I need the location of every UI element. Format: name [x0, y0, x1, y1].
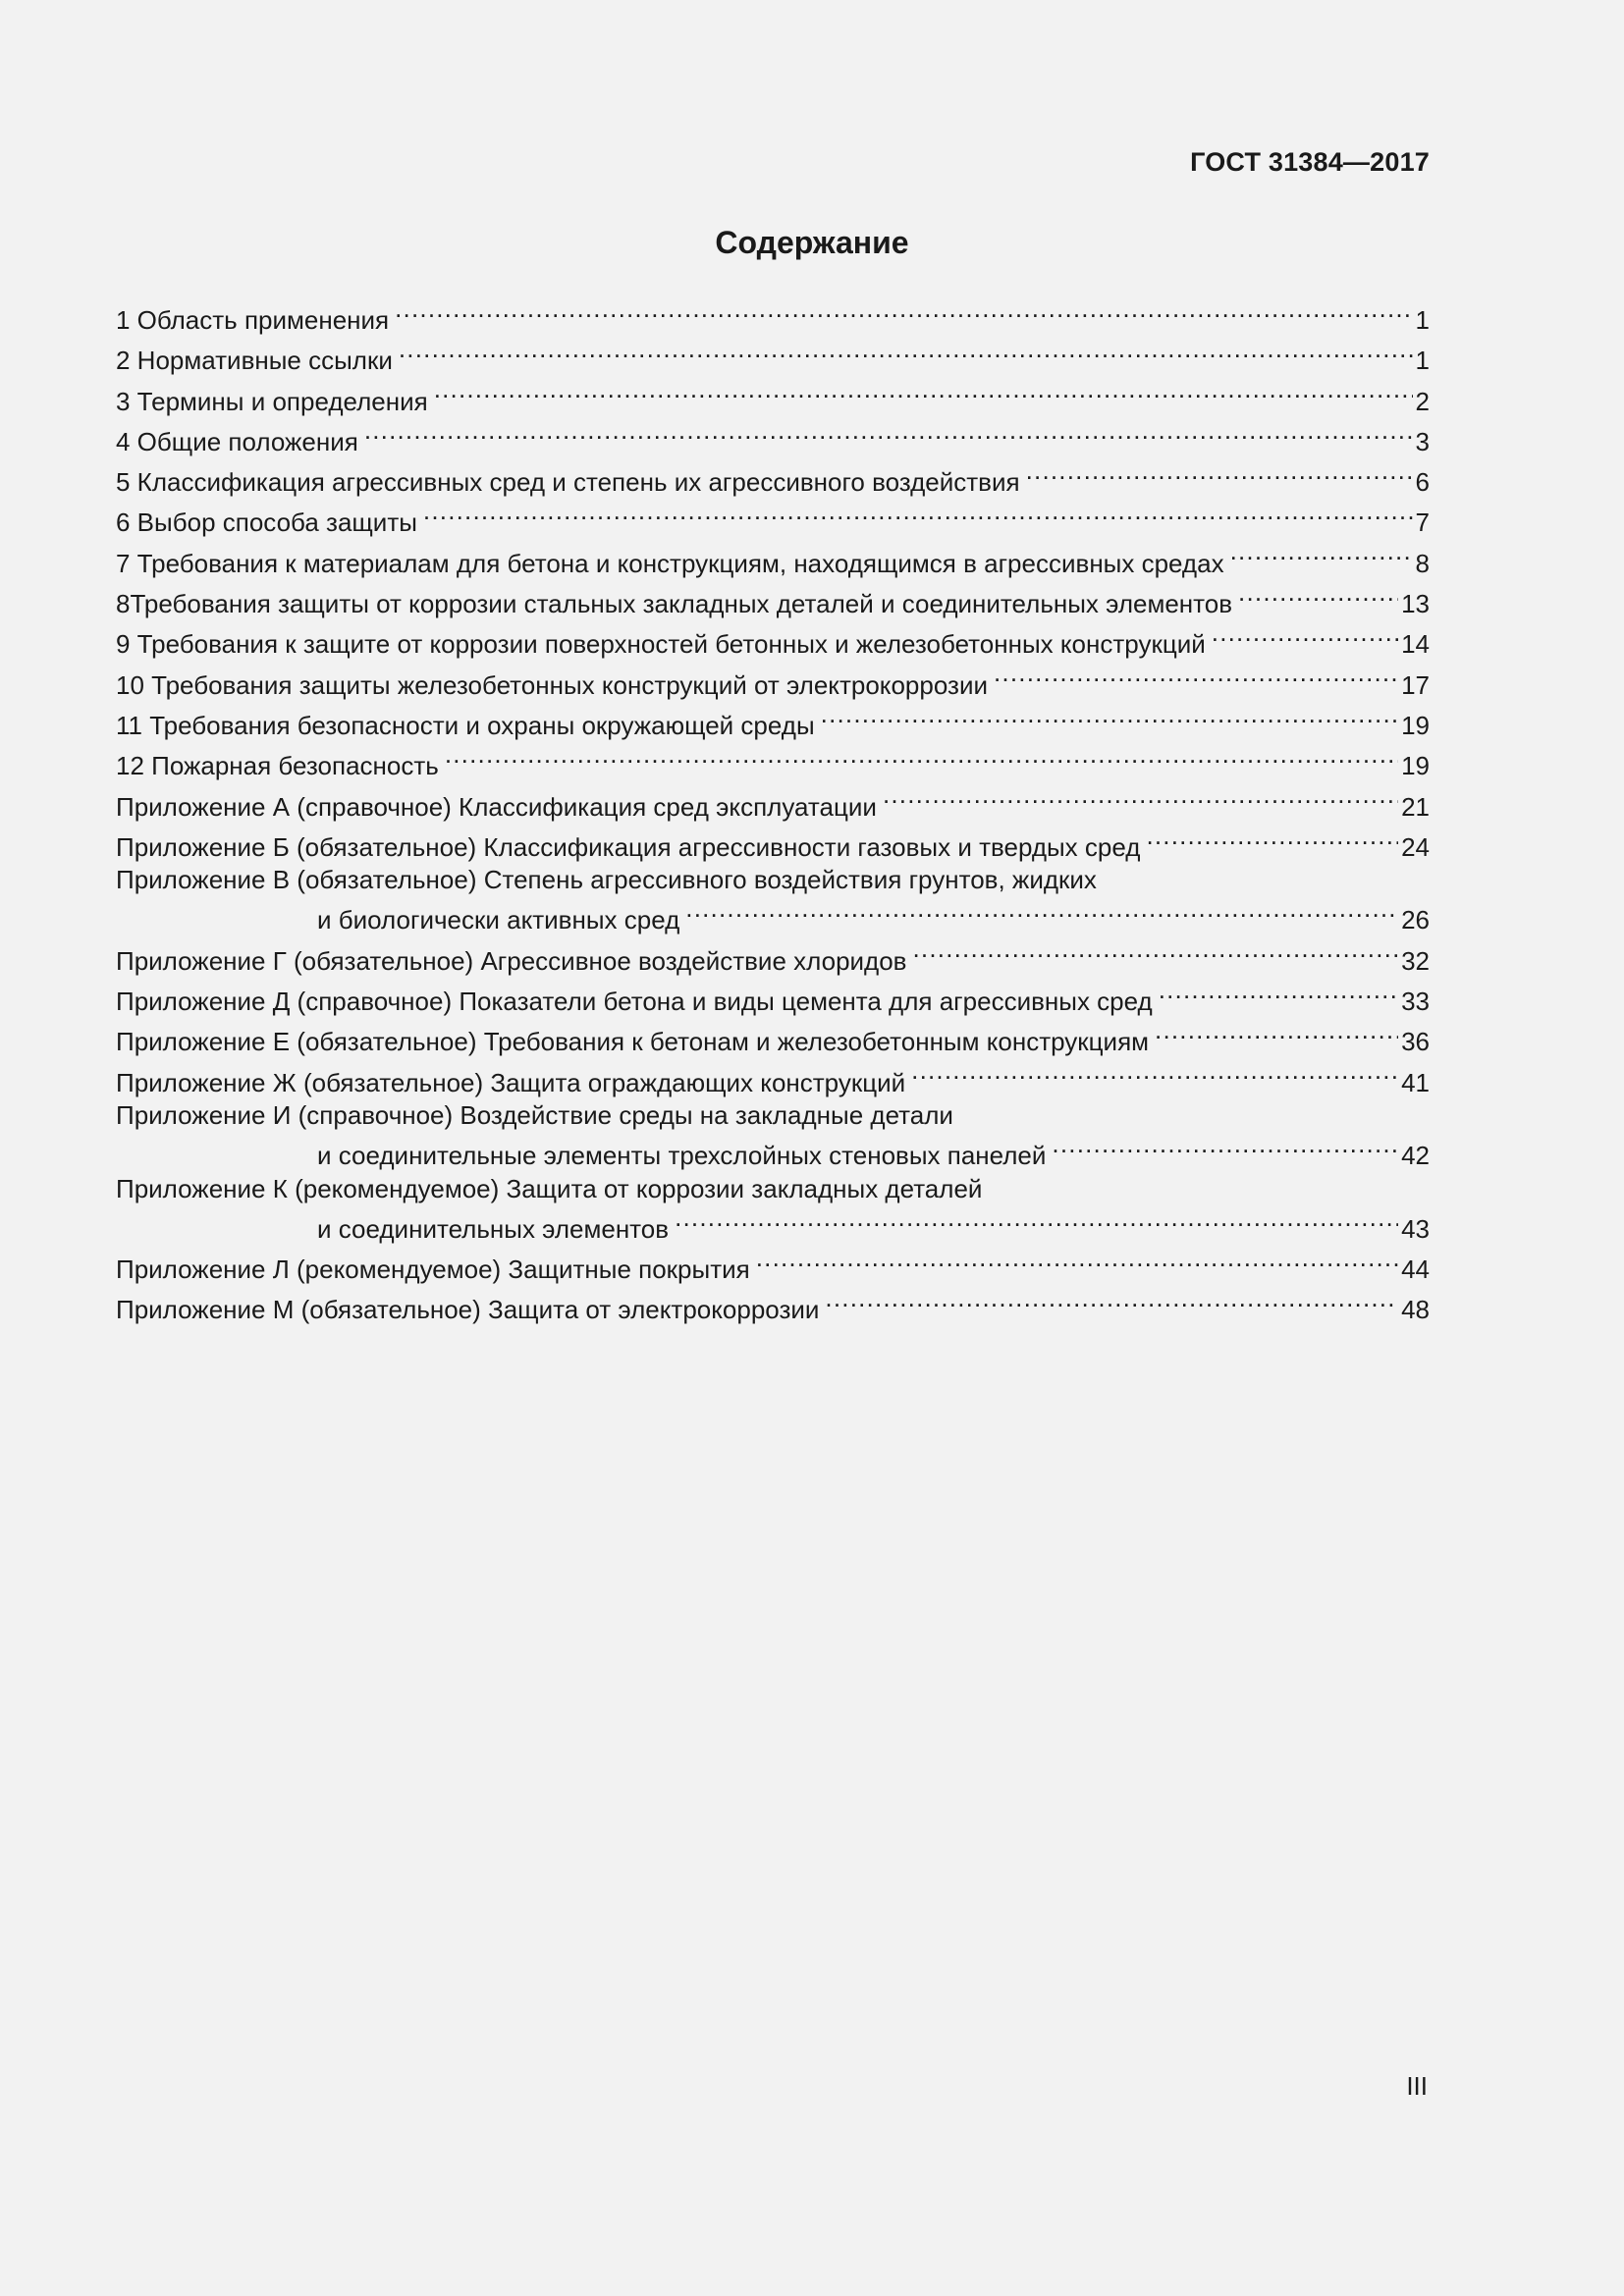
toc-entry[interactable]	[116, 1059, 1430, 1099]
toc-entry-page: 21	[1401, 791, 1430, 822]
toc-entry-title: 5 Классификация агрессивных сред и степень их агрессивного воздействия	[116, 467, 1020, 498]
toc-entry-line	[116, 580, 1430, 620]
toc-entry-page: 8	[1415, 548, 1430, 578]
toc-entry-title: и соединительные элементы трехслойных стеновых панелей	[317, 1141, 1047, 1171]
toc-leader-dots	[1026, 458, 1413, 491]
toc-entry-page: 14	[1401, 629, 1430, 660]
toc-entry-line	[116, 742, 1430, 782]
toc-leader-dots	[399, 337, 1413, 369]
toc-entry[interactable]	[116, 580, 1430, 620]
toc-entry-line	[116, 540, 1430, 580]
toc-entry-title: Приложение К (рекомендуемое) Защита от коррозии закладных деталей	[116, 1173, 983, 1203]
toc-entry-continuation	[116, 1205, 1430, 1246]
toc-leader-dots	[1052, 1132, 1398, 1164]
toc-leader-dots	[434, 378, 1413, 410]
toc-entry-line	[116, 337, 1430, 377]
toc-entry[interactable]	[116, 824, 1430, 864]
toc-leader-dots	[1230, 540, 1413, 572]
toc-entry-line	[116, 662, 1430, 702]
toc-entry[interactable]	[116, 1246, 1430, 1286]
toc-entry-title: Приложение Б (обязательное) Классификация агрессивности газовых и твердых сред	[116, 831, 1141, 862]
toc-entry-line	[116, 378, 1430, 418]
toc-entry-page: 24	[1401, 831, 1430, 862]
toc-entry-title: 7 Требования к материалам для бетона и конструкциям, находящимся в агрессивных средах	[116, 548, 1224, 578]
toc-entry-page: 36	[1401, 1027, 1430, 1057]
toc-entry-title: Приложение И (справочное) Воздействие среды на закладные детали	[116, 1099, 953, 1130]
toc-entry[interactable]	[116, 662, 1430, 702]
toc-entry-line	[116, 499, 1430, 539]
table-of-contents	[116, 296, 1430, 1327]
page-number: III	[1406, 2071, 1428, 2101]
toc-entry[interactable]	[116, 540, 1430, 580]
toc-entry-line	[116, 1099, 1430, 1132]
toc-entry[interactable]	[116, 1286, 1430, 1326]
toc-entry-title: 6 Выбор способа защиты	[116, 507, 417, 538]
toc-entry-title: и соединительных элементов	[317, 1213, 670, 1244]
toc-leader-dots	[423, 499, 1413, 531]
toc-entry-continuation	[116, 896, 1430, 936]
toc-entry[interactable]	[116, 418, 1430, 458]
toc-leader-dots	[883, 783, 1398, 816]
toc-entry-line	[116, 978, 1430, 1018]
toc-entry[interactable]	[116, 783, 1430, 824]
toc-entry[interactable]	[116, 978, 1430, 1018]
toc-entry-page: 33	[1401, 987, 1430, 1017]
toc-entry[interactable]	[116, 937, 1430, 978]
toc-leader-dots	[1212, 620, 1398, 653]
toc-entry-page: 1	[1415, 346, 1430, 376]
toc-entry-title: 8Требования защиты от коррозии стальных закладных деталей и соединительных элементов	[116, 589, 1233, 619]
toc-entry-page: 26	[1401, 905, 1430, 935]
toc-entry-title: 3 Термины и определения	[116, 386, 428, 416]
toc-entry-page: 17	[1401, 669, 1430, 700]
toc-entry-line	[116, 1286, 1430, 1326]
toc-entry[interactable]	[116, 1099, 1430, 1173]
toc-entry[interactable]	[116, 378, 1430, 418]
toc-entry-page: 43	[1401, 1213, 1430, 1244]
toc-entry-page: 19	[1401, 710, 1430, 740]
toc-entry-title: Приложение Ж (обязательное) Защита ограждающих конструкций	[116, 1067, 906, 1097]
toc-leader-dots	[756, 1246, 1398, 1278]
toc-entry-line	[116, 824, 1430, 864]
toc-entry-title: и биологически активных сред	[317, 905, 680, 935]
toc-entry-page: 44	[1401, 1255, 1430, 1285]
toc-entry[interactable]	[116, 1173, 1430, 1247]
toc-entry-line	[116, 296, 1430, 337]
toc-entry[interactable]	[116, 1018, 1430, 1058]
toc-entry-page: 19	[1401, 751, 1430, 781]
toc-entry-line	[116, 620, 1430, 661]
toc-leader-dots	[364, 418, 1413, 451]
toc-entry-continuation	[116, 1132, 1430, 1172]
toc-entry-title: Приложение В (обязательное) Степень агрессивного воздействия грунтов, жидких	[116, 865, 1097, 895]
toc-entry-title: 12 Пожарная безопасность	[116, 751, 439, 781]
toc-entry-line	[116, 458, 1430, 499]
toc-entry[interactable]	[116, 296, 1430, 337]
document-code: ГОСТ 31384—2017	[1190, 147, 1430, 177]
toc-entry-line	[116, 864, 1430, 896]
toc-entry-title: 4 Общие положения	[116, 426, 358, 456]
toc-leader-dots	[1146, 824, 1398, 856]
toc-entry-line	[116, 1059, 1430, 1099]
toc-leader-dots	[1155, 1018, 1398, 1050]
toc-entry-title: Приложение М (обязательное) Защита от электрокоррозии	[116, 1295, 820, 1325]
toc-entry[interactable]	[116, 864, 1430, 937]
toc-entry-page: 3	[1415, 426, 1430, 456]
toc-entry-line	[116, 937, 1430, 978]
toc-leader-dots	[994, 662, 1398, 694]
toc-entry-title: Приложение Л (рекомендуемое) Защитные покрытия	[116, 1255, 750, 1285]
toc-entry-title: Приложение Д (справочное) Показатели бетона и виды цемента для агрессивных сред	[116, 987, 1153, 1017]
toc-entry-title: 1 Область применения	[116, 305, 390, 335]
toc-entry-page: 32	[1401, 945, 1430, 976]
toc-entry-line	[116, 1173, 1430, 1205]
toc-leader-dots	[1159, 978, 1398, 1010]
toc-entry[interactable]	[116, 499, 1430, 539]
toc-entry-page: 48	[1401, 1295, 1430, 1325]
toc-entry-line	[116, 418, 1430, 458]
toc-entry[interactable]	[116, 742, 1430, 782]
toc-entry-title: Приложение Е (обязательное) Требования к бетонам и железобетонным конструкциям	[116, 1027, 1150, 1057]
toc-entry-page: 2	[1415, 386, 1430, 416]
toc-entry-page: 6	[1415, 467, 1430, 498]
toc-entry[interactable]	[116, 458, 1430, 499]
toc-entry[interactable]	[116, 620, 1430, 661]
toc-leader-dots	[675, 1205, 1398, 1238]
toc-leader-dots	[395, 296, 1412, 329]
toc-entry-page: 7	[1415, 507, 1430, 538]
toc-leader-dots	[911, 1059, 1398, 1092]
toc-entry-title: 2 Нормативные ссылки	[116, 346, 393, 376]
toc-entry-page: 13	[1401, 589, 1430, 619]
toc-leader-dots	[445, 742, 1398, 774]
toc-entry-page: 41	[1401, 1067, 1430, 1097]
toc-entry[interactable]	[116, 337, 1430, 377]
toc-leader-dots	[821, 702, 1398, 734]
toc-leader-dots	[913, 937, 1399, 970]
toc-entry-title: 11 Требования безопасности и охраны окружающей среды	[116, 710, 815, 740]
toc-entry-page: 42	[1401, 1141, 1430, 1171]
toc-title: Содержание	[715, 225, 909, 260]
toc-entry-line	[116, 783, 1430, 824]
toc-entry-title: 10 Требования защиты железобетонных конструкций от электрокоррозии	[116, 669, 988, 700]
toc-leader-dots	[685, 896, 1398, 929]
toc-leader-dots	[825, 1286, 1398, 1318]
toc-entry-line	[116, 1246, 1430, 1286]
toc-entry-title: Приложение Г (обязательное) Агрессивное воздействие хлоридов	[116, 945, 907, 976]
toc-entry-title: Приложение А (справочное) Классификация сред эксплуатации	[116, 791, 877, 822]
toc-entry[interactable]	[116, 702, 1430, 742]
toc-entry-page: 1	[1415, 305, 1430, 335]
toc-entry-line	[116, 1018, 1430, 1058]
toc-entry-line	[116, 702, 1430, 742]
toc-leader-dots	[1238, 580, 1398, 613]
toc-entry-title: 9 Требования к защите от коррозии поверхностей бетонных и железобетонных конструкций	[116, 629, 1206, 660]
